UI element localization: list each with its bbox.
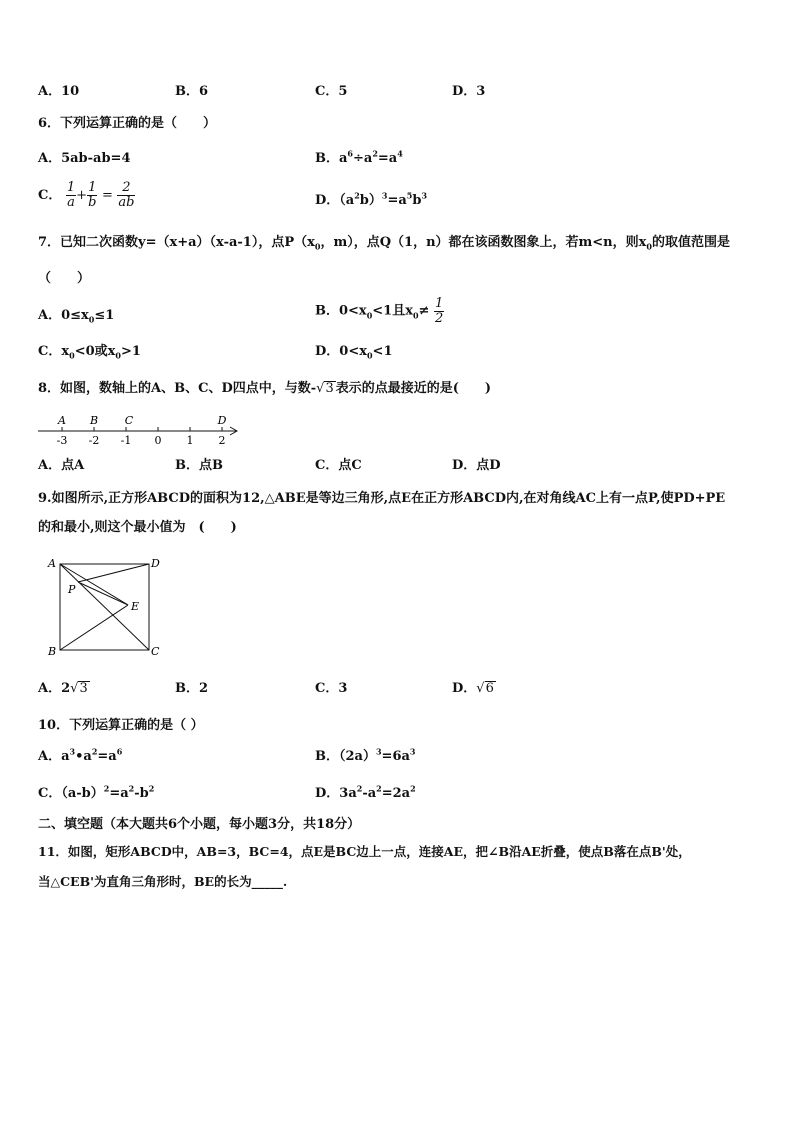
q6-option-c: C． $\frac{1}{a}$ + $\frac{1}{b}$ = $\frac{2}{ab}$ xyxy=(38,180,135,210)
q6-option-a: A．5ab-ab=4 xyxy=(38,151,131,166)
label-c: C xyxy=(151,645,160,658)
q7-option-a: A．$0\le x_0\le 1$ xyxy=(38,308,115,325)
number-line-tick-label: 1 xyxy=(186,434,194,447)
number-line-tick-label: 0 xyxy=(154,434,162,447)
q10-option-d: D．$3a^2-a^2=2a^2$ xyxy=(315,783,416,801)
q10-option-b: B．$(2a)^3=6a^3$ xyxy=(315,746,416,764)
q7-stem: 7．已知二次函数y=（x+a）（x-a-1），点$P(x_0$，m），点Q（1，n）都在该函数图象上，若m<n，则$x_0$的取值范围是 xyxy=(38,235,730,252)
q9-option-b: B．2 xyxy=(175,681,209,696)
label-b: B xyxy=(48,645,57,658)
q5-option-d: D．3 xyxy=(452,84,486,99)
section-2-heading: 二、填空题（本大题共6个小题，每小题3分，共18分） xyxy=(38,817,361,832)
label-e: E xyxy=(131,600,140,613)
q8-option-d: D．点D xyxy=(452,458,501,473)
fraction-1-over-b: $\frac{1}{b}$ xyxy=(88,180,97,210)
number-line-tick-label: 2 xyxy=(218,434,226,447)
segment-pd xyxy=(78,564,149,582)
q5-option-c: C．5 xyxy=(315,84,348,99)
q5-option-b: B．6 xyxy=(175,84,209,99)
segment-be xyxy=(60,605,128,650)
q8-option-c: C．点C xyxy=(315,458,362,473)
q7-option-d: D．$0<x_0<1$ xyxy=(315,344,393,361)
number-line-point-label: D xyxy=(217,414,227,427)
number-line-tick-label: -1 xyxy=(120,434,132,447)
segment-pe xyxy=(78,582,128,605)
q6-option-b: B．$a^6\div a^2=a^4$ xyxy=(315,148,403,166)
q10-option-a: A．$a^3•a^2=a^6$ xyxy=(38,746,123,764)
number-line-point-label: B xyxy=(89,414,99,427)
number-line-tick-label: -3 xyxy=(56,434,68,447)
q6-stem: 6．下列运算正确的是（ ） xyxy=(38,116,217,131)
q8-option-b: B．点B xyxy=(175,458,223,473)
q8-stem: 8．如图，数轴上的A、B、C、D四点中，与数-√3 表示的点最接近的是( ) xyxy=(38,381,492,396)
fraction-2-over-ab: $\frac{2}{ab}$ xyxy=(118,180,135,210)
q9-option-a: A．2√3 xyxy=(38,681,88,696)
q7-option-b: B．$0<x_0<1$且$x_0\ne$ $\frac{1}{2}$ xyxy=(315,296,444,326)
number-line-tick-label: -2 xyxy=(88,434,100,447)
label-p: P xyxy=(68,583,76,596)
q9-option-d: D．√6 xyxy=(452,681,494,696)
q9-stem-line1: 9.如图所示,正方形ABCD的面积为12,△ABE是等边三角形,点E在正方形ABCD内,在对角线AC上有一点P,使PD+PE xyxy=(38,491,726,506)
label-a: A xyxy=(48,557,56,570)
q7-option-c: C．$x_0<0$或$x_0>1$ xyxy=(38,344,141,361)
q6-option-d: D．$(a^2b)^3=a^5b^3$ xyxy=(315,190,428,208)
q11-stem-line2: 当△CEB'为直角三角形时，BE的长为_____. xyxy=(38,874,288,889)
number-line-point-label: A xyxy=(58,414,66,427)
fraction-1-over-a: $\frac{1}{a}$ xyxy=(66,180,76,210)
q9-option-c: C．3 xyxy=(315,681,348,696)
number-line-figure xyxy=(36,408,242,448)
q9-stem-line2: 的和最小,则这个最小值为 ( ) xyxy=(38,520,237,535)
label-d: D xyxy=(151,557,160,570)
q8-option-a: A．点A xyxy=(38,458,85,473)
q11-stem-line1: 11．如图，矩形ABCD中，AB=3，BC=4，点E是BC边上一点，连接AE，把∠B沿AE折叠，使点B落在点B'处， xyxy=(38,844,691,859)
q5-option-a: A．10 xyxy=(38,84,80,99)
q10-stem: 10．下列运算正确的是（ ） xyxy=(38,718,204,733)
q7-stem-paren: （ ） xyxy=(38,271,91,286)
q10-option-c: C．$(a-b)^2=a^2-b^2$ xyxy=(38,783,155,801)
square-abcd-figure xyxy=(44,553,164,661)
number-line-point-label: C xyxy=(124,414,134,427)
fraction-one-half: $\frac{1}{2}$ xyxy=(434,296,444,326)
